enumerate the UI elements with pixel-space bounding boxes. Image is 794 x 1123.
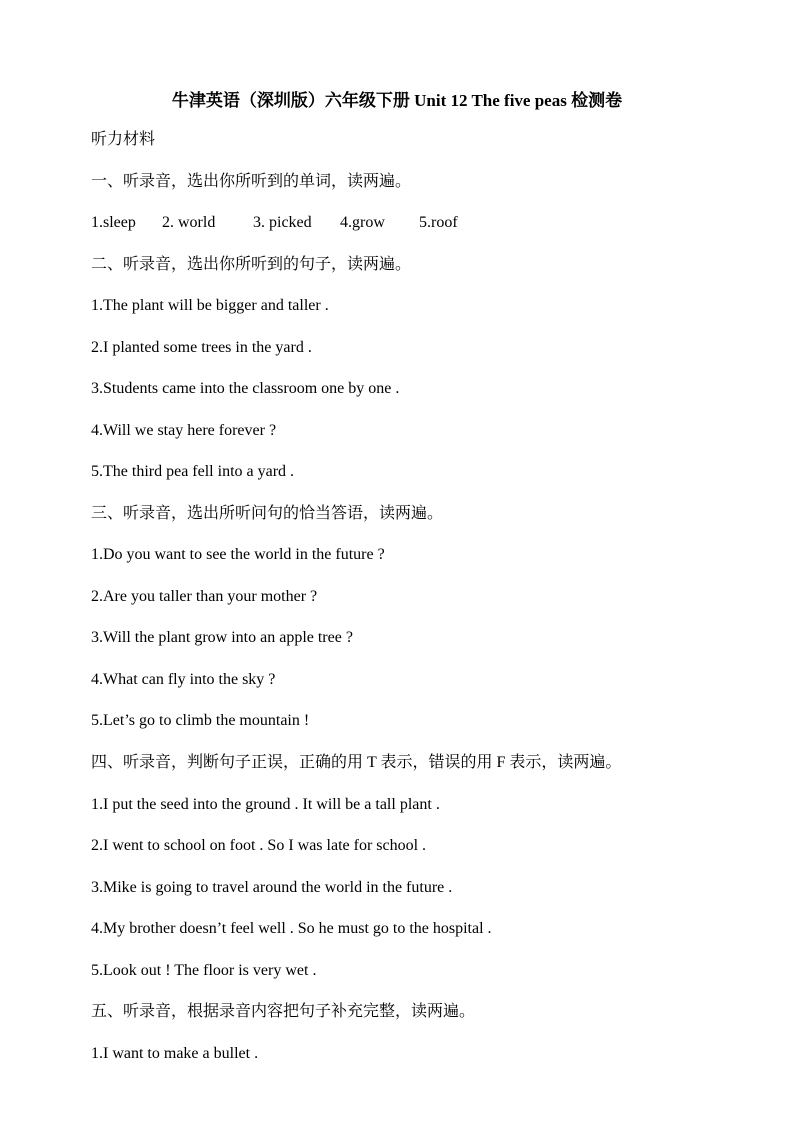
word-item: 4.grow: [340, 214, 385, 231]
word-item: 2. world: [162, 214, 216, 231]
section3-item: 2.Are you taller than your mother ?: [91, 588, 318, 605]
section3-heading: 三、听录音，选出所听问句的恰当答语，读两遍。: [91, 505, 444, 522]
section1-word-list: [91, 213, 458, 233]
word-item: 3. picked: [253, 214, 312, 231]
section5-item: 1.I want to make a bullet .: [91, 1045, 259, 1062]
section2-heading: 二、听录音，选出你所听到的句子，读两遍。: [91, 256, 412, 273]
section1-heading: 一、听录音，选出你所听到的单词，读两遍。: [91, 173, 412, 190]
section4-item: 4.My brother doesn’t feel well . So he must go to the hospital .: [91, 920, 492, 937]
document-subtitle: 听力材料: [91, 131, 156, 148]
section3-item: 4.What can fly into the sky ?: [91, 671, 276, 688]
section4-heading: 四、听录音，判断句子正误，正确的用 T 表示，错误的用 F 表示，读两遍。: [91, 754, 622, 771]
section4-item: 5.Look out ! The floor is very wet .: [91, 962, 317, 979]
section3-item: 1.Do you want to see the world in the future ?: [91, 546, 385, 563]
section4-item: 2.I went to school on foot . So I was late for school .: [91, 837, 427, 854]
section2-item: 4.Will we stay here forever ?: [91, 422, 277, 439]
section4-item: 1.I put the seed into the ground . It will be a tall plant .: [91, 796, 440, 813]
section2-item: 2.I planted some trees in the yard .: [91, 339, 312, 356]
section2-item: 1.The plant will be bigger and taller .: [91, 297, 329, 314]
word-item: 5.roof: [419, 214, 458, 231]
section2-item: 5.The third pea fell into a yard .: [91, 463, 295, 480]
section3-item: 5.Let’s go to climb the mountain !: [91, 712, 310, 729]
section5-heading: 五、听录音，根据录音内容把句子补充完整，读两遍。: [91, 1003, 476, 1020]
document-title: 牛津英语（深圳版）六年级下册 Unit 12 The five peas 检测卷: [171, 91, 623, 110]
section4-item: 3.Mike is going to travel around the world in the future .: [91, 879, 453, 896]
section2-item: 3.Students came into the classroom one by one .: [91, 380, 400, 397]
section3-item: 3.Will the plant grow into an apple tree ?: [91, 629, 353, 646]
word-item: 1.sleep: [91, 214, 136, 231]
